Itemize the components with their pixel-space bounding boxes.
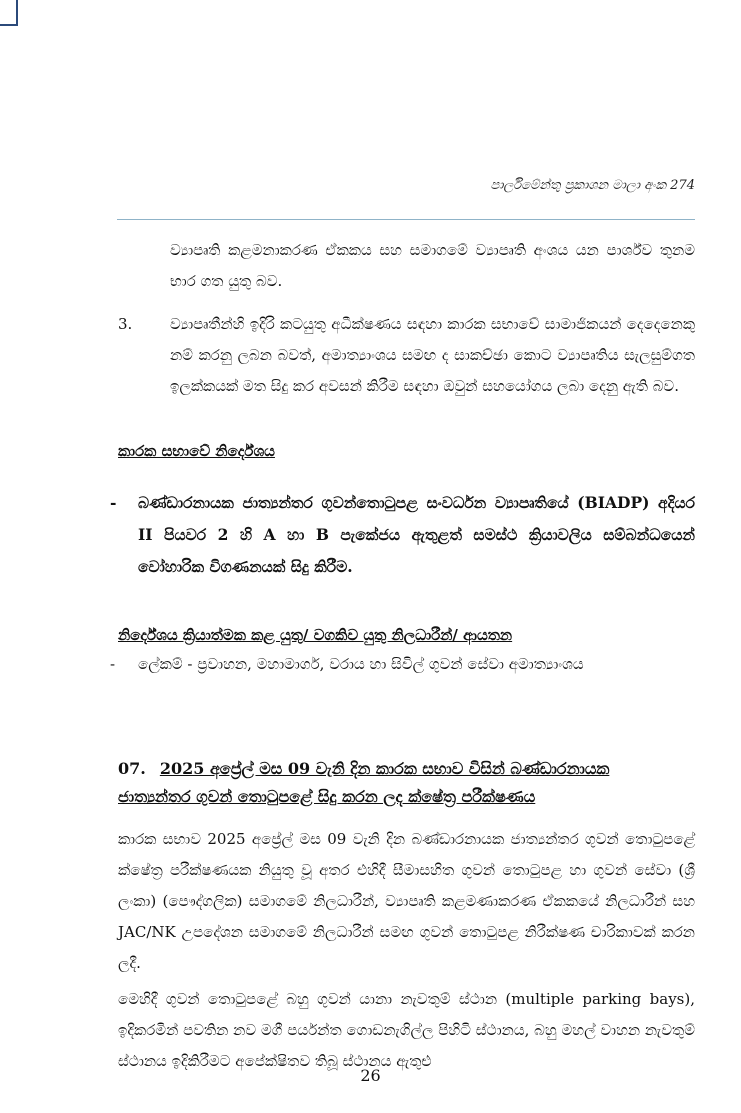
section-number: 07. <box>118 759 146 778</box>
section-paragraph-1: කාරක සභාව 2025 අප්‍රේල් මස 09 වැනි දින බණ්ඩාරනායක ජාත්‍යන්තර ගුවන් තොටුපළේ ක්ෂේත්‍ර පරීක්ෂණයක නියුතු වූ අතර එහිදී සීමාසහිත ගුවන් තොටුපළ හා ගුවන් සේවා (ශ්‍රී ලංකා) (පෞද්ගලික) සමාගමේ නිලධාරීන්, ව්‍යාපෘති කළමණාකරණ ඒකකයේ නිලධාරීන් සහ JAC/NK උපදේශන සමාගමේ නිලධාරීන් සමඟ ගුවන් තොටුපළ නිරීක්ෂණ චාරිකාවක් කරන ලදී. <box>118 830 695 972</box>
bullet-dash: - <box>110 655 116 673</box>
officials-text: ලේකම් - ප්‍රවාහන, මහාමාර්ග, වරාය හා සිවිල් ගුවන් සේවා අමාත්‍යාංශය <box>138 655 584 673</box>
item-number: 3. <box>118 315 133 333</box>
section-title-line-1: 2025 අප්‍රේල් මස 09 වැනි දින කාරක සභාව විසින් බණ්ඩාරනායක <box>159 759 610 778</box>
running-header: පාර්ලිමේන්තු ප්‍රකාශන මාලා අංක 274 <box>490 178 695 193</box>
page-corner-mark <box>0 0 18 26</box>
section-title <box>118 755 695 811</box>
officials-bullet <box>110 650 695 678</box>
item-text: ව්‍යාපෘතීන්හි ඉදිරි කටයුතු අධීක්ෂණය සඳහා කාරක සභාවේ සාමාජිකයන් දෙදෙනෙකු නම් කරනු ලබන බවත්, අමාත්‍යාංශය සමඟ ද සාකච්ඡා කොට ව්‍යාපෘතිය සැලසුම්ගත ඉලක්කයක් මත සිදු කර අවසන් කිරීම සඳහා ඔවුන් සහයෝගය ලබා දෙනු ඇති බව. <box>170 315 695 395</box>
bullet-dash: - <box>110 493 117 512</box>
page-number: 26 <box>360 1066 381 1085</box>
section-paragraph-2: මෙහිදී ගුවන් තොටුපළේ බහු ගුවන් යානා නැවතුම් ස්ථාන (multiple parking bays), ඉදිකරමින් පවතින නව මගී පර්යන්ත ගොඩනැගිල්ල පිහිටි ස්ථානය, බහු මහල් වාහන නැවතුම් ස්ථානය ඉදිකිරීමට අපේක්ෂිතව තිබූ ස්ථානය ඇතුළු <box>118 990 695 1070</box>
recommendation-heading: කාරක සභාවේ නිර්දේශය <box>118 442 275 460</box>
numbered-item-3 <box>118 309 695 402</box>
recommendation-bullet <box>110 487 695 583</box>
header-divider <box>117 219 695 220</box>
officials-heading: නිර්දේශය ක්‍රියාත්මක කළ යුතු/ වගකිව යුතු නිලධාරීන්/ ආයතන <box>118 626 513 644</box>
recommendation-text: බණ්ඩාරනායක ජාත්‍යන්තර ගුවන්තොටුපළ සංවර්ධන ව්‍යාපෘතියේ (BIADP) අදියර II පියවර 2 හි A හා B පැකේජය ඇතුළත් සමස්ථ ක්‍රියාවලිය සම්බන්ධයෙන් වෝහාරික විගණනයක් සිදු කිරීම. <box>138 493 695 576</box>
continuation-paragraph: ව්‍යාපෘති කළමනාකරණ ඒකකය සහ සමාගමේ ව්‍යාපෘති අංශය යන පාර්ශ්ව තුනම භාර ගත යුතු බව. <box>170 241 695 290</box>
section-title-line-2: ජාත්‍යන්තර ගුවන් තොටුපළේ සිදු කරන ලද ක්ෂේත්‍ර පරීක්ෂණය <box>118 787 536 806</box>
